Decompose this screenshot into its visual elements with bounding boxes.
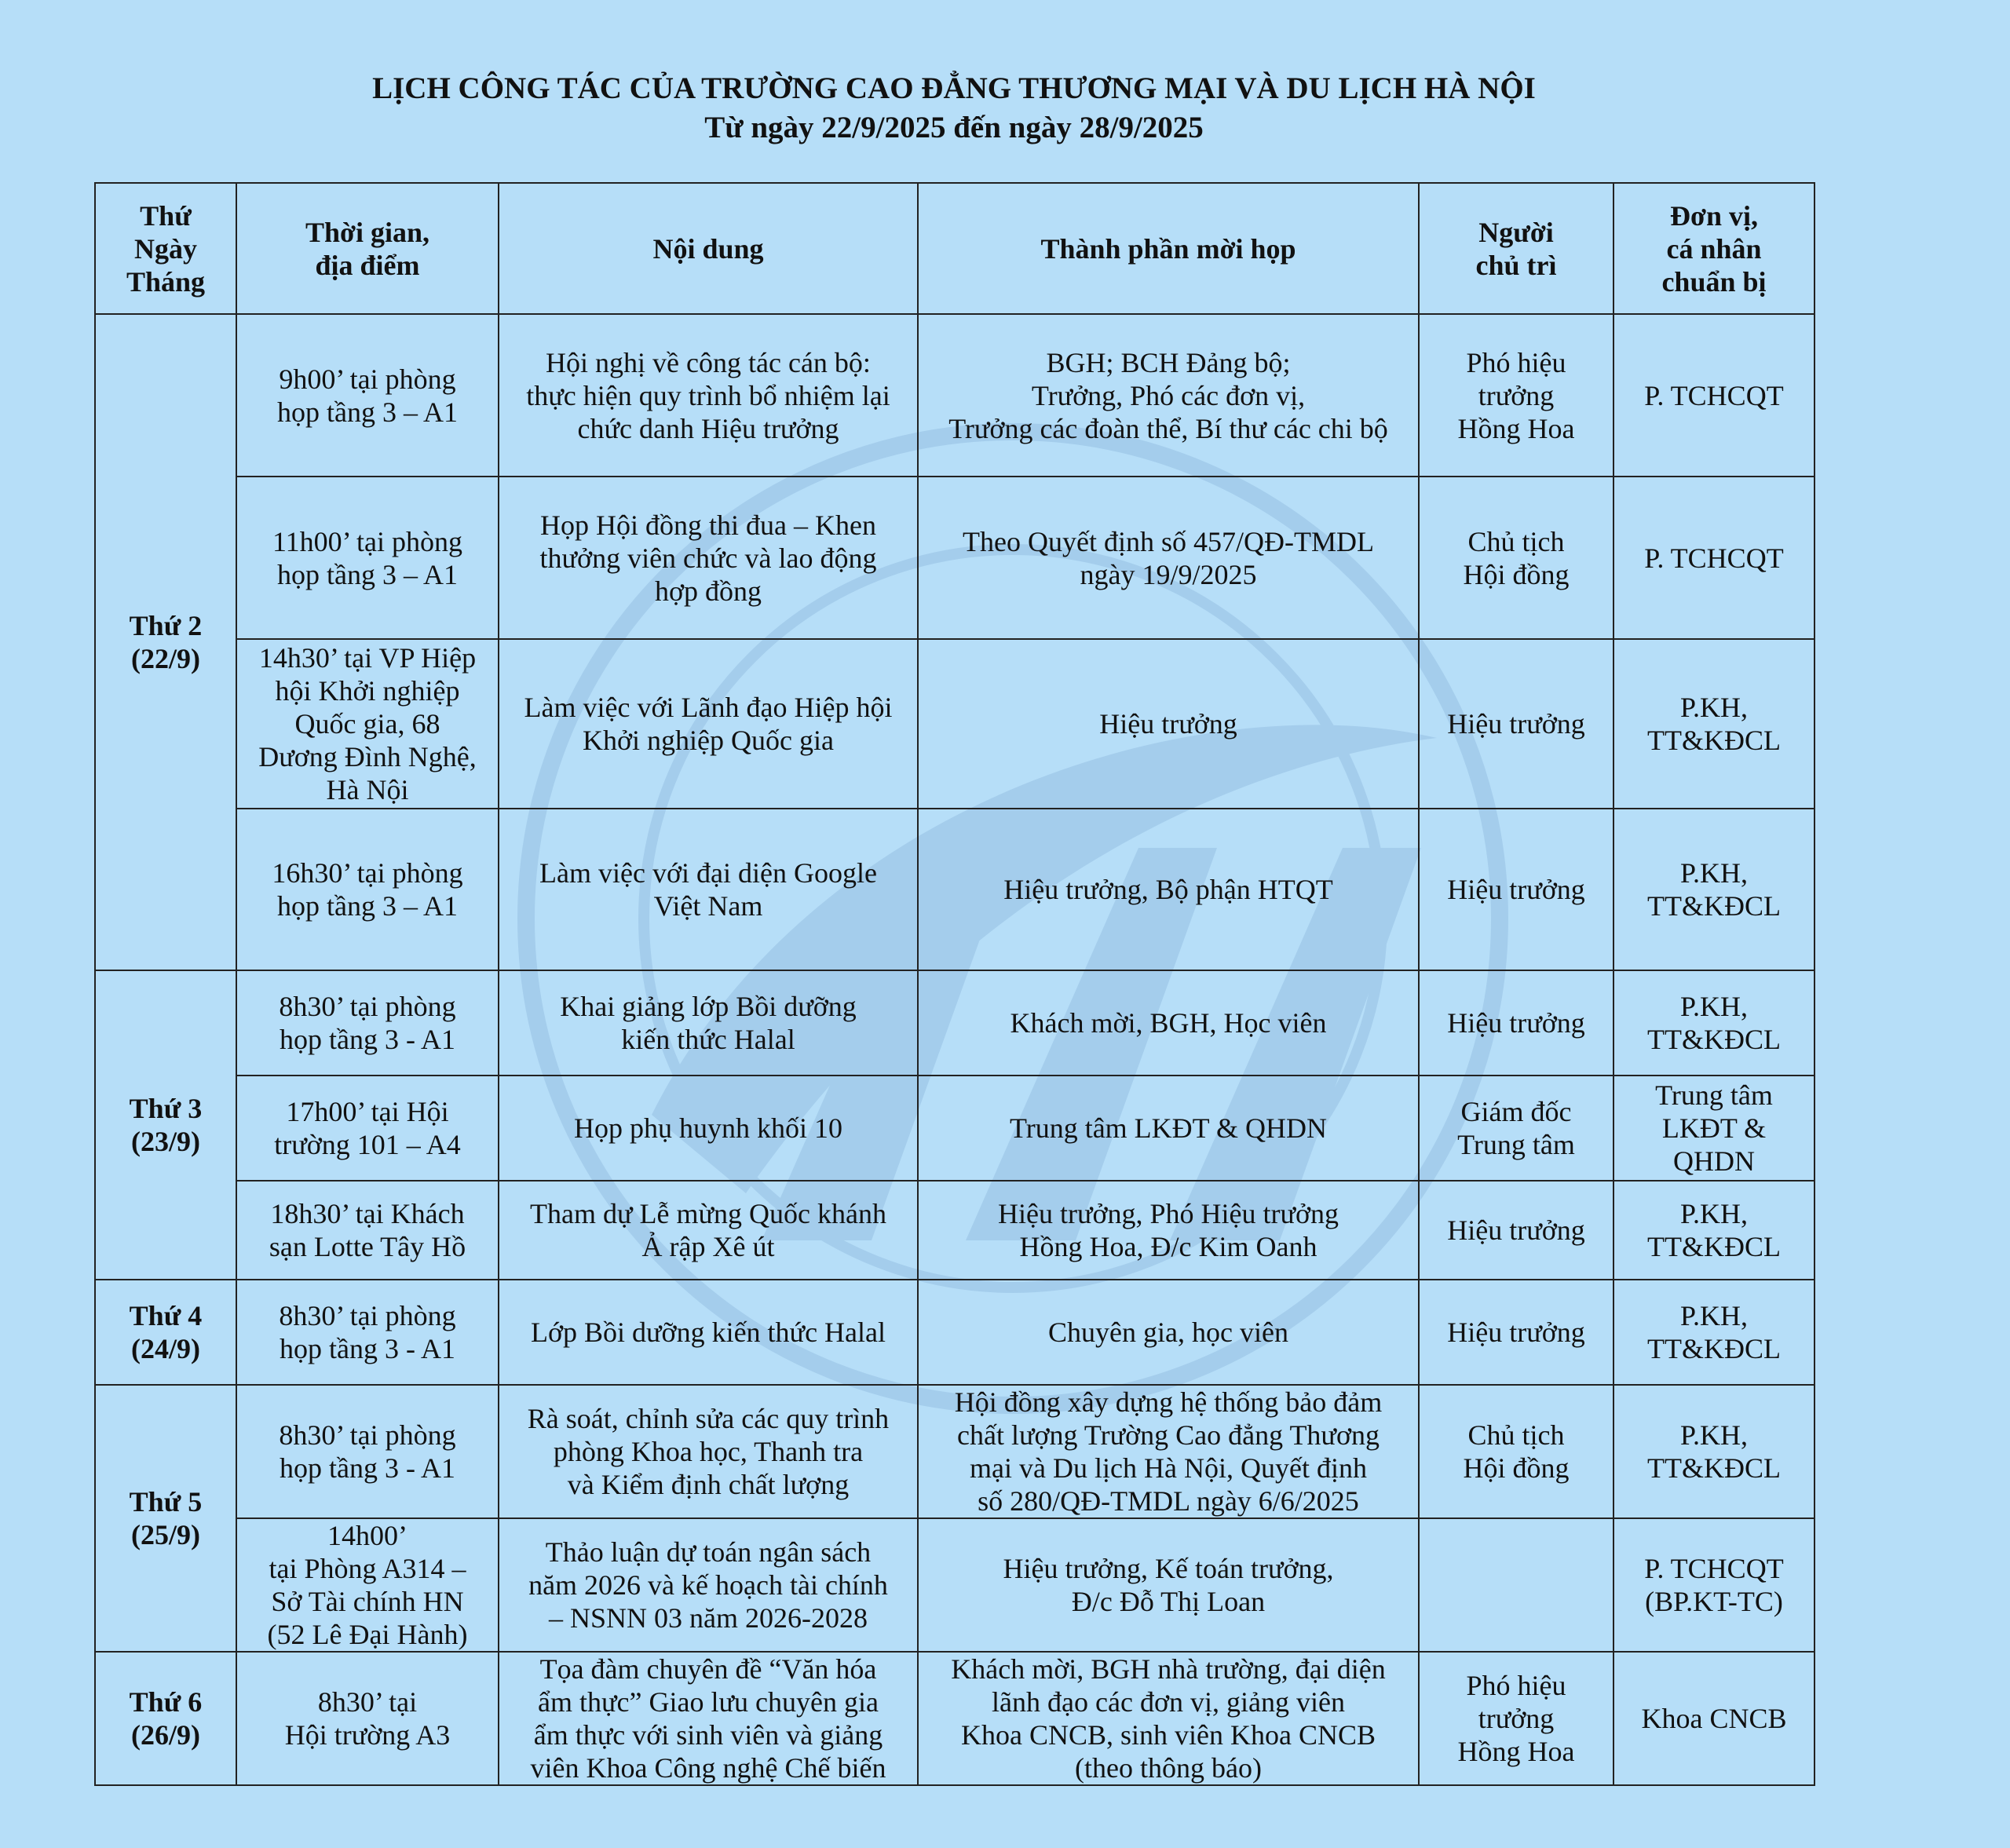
time-cell: 18h30’ tại Khách sạn Lotte Tây Hồ [236,1181,499,1280]
time-cell: 17h00’ tại Hội trường 101 – A4 [236,1076,499,1181]
prep-cell: P.KH, TT&KĐCL [1613,1280,1814,1385]
attendees-cell: Hiệu trưởng, Bộ phận HTQT [918,809,1419,970]
page-title: LỊCH CÔNG TÁC CỦA TRƯỜNG CAO ĐẲNG THƯƠNG MẠI VÀ DU LỊCH HÀ NỘI [372,71,1536,105]
chair-cell: Hiệu trưởng [1419,970,1613,1076]
chair-cell: Hiệu trưởng [1419,639,1613,809]
chair-cell: Phó hiệu trưởng Hồng Hoa [1419,314,1613,477]
table-row [95,1280,1814,1385]
table-row [95,1385,1814,1518]
attendees-cell: Khách mời, BGH, Học viên [918,970,1419,1076]
time-cell: 8h30’ tại phòng họp tầng 3 - A1 [236,1385,499,1518]
attendees-cell: Hiệu trưởng, Phó Hiệu trưởng Hồng Hoa, Đ/c Kim Oanh [918,1181,1419,1280]
content-cell: Khai giảng lớp Bồi dưỡng kiến thức Halal [499,970,918,1076]
day-cell-tue: Thứ 3 (23/9) [95,970,236,1280]
day-cell-mon: Thứ 2 (22/9) [95,314,236,970]
content-cell: Làm việc với đại diện Google Việt Nam [499,809,918,970]
table-row [95,1652,1814,1785]
attendees-cell: Chuyên gia, học viên [918,1280,1419,1385]
day-cell-thu: Thứ 5 (25/9) [95,1385,236,1652]
prep-cell: P.KH, TT&KĐCL [1613,639,1814,809]
prep-cell: P.KH, TT&KĐCL [1613,1181,1814,1280]
col-header-prep: Đơn vị, cá nhân chuẩn bị [1613,183,1814,314]
attendees-cell: Hiệu trưởng, Kế toán trưởng, Đ/c Đỗ Thị Loan [918,1518,1419,1652]
table-row [95,1076,1814,1181]
time-cell: 8h30’ tại phòng họp tầng 3 - A1 [236,1280,499,1385]
time-cell: 11h00’ tại phòng họp tầng 3 – A1 [236,477,499,639]
col-header-attendees: Thành phần mời họp [918,183,1419,314]
attendees-cell: Hiệu trưởng [918,639,1419,809]
chair-cell: Hiệu trưởng [1419,809,1613,970]
table-row [95,970,1814,1076]
day-cell-wed: Thứ 4 (24/9) [95,1280,236,1385]
prep-cell: P.KH, TT&KĐCL [1613,809,1814,970]
attendees-cell: Theo Quyết định số 457/QĐ-TMDL ngày 19/9/2025 [918,477,1419,639]
page-subtitle: Từ ngày 22/9/2025 đến ngày 28/9/2025 [704,111,1204,144]
content-cell: Tọa đàm chuyên đề “Văn hóa ẩm thực” Giao lưu chuyên gia ẩm thực với sinh viên và giảng viên Khoa Công nghệ Chế biến [499,1652,918,1785]
attendees-cell: Trung tâm LKĐT & QHDN [918,1076,1419,1181]
prep-cell: Khoa CNCB [1613,1652,1814,1785]
time-cell: 14h00’ tại Phòng A314 – Sở Tài chính HN (52 Lê Đại Hành) [236,1518,499,1652]
prep-cell: P. TCHCQT [1613,314,1814,477]
time-cell: 16h30’ tại phòng họp tầng 3 – A1 [236,809,499,970]
title-block [0,69,1908,148]
col-header-time: Thời gian, địa điểm [236,183,499,314]
schedule-table [94,182,1815,1786]
content-cell: Lớp Bồi dưỡng kiến thức Halal [499,1280,918,1385]
table-row [95,809,1814,970]
prep-cell: P.KH, TT&KĐCL [1613,1385,1814,1518]
chair-cell: Hiệu trưởng [1419,1181,1613,1280]
content-cell: Họp Hội đồng thi đua – Khen thưởng viên chức và lao động hợp đồng [499,477,918,639]
table-row [95,639,1814,809]
table-row [95,477,1814,639]
time-cell: 9h00’ tại phòng họp tầng 3 – A1 [236,314,499,477]
table-row [95,314,1814,477]
chair-cell: Chủ tịch Hội đồng [1419,477,1613,639]
content-cell: Làm việc với Lãnh đạo Hiệp hội Khởi nghiệp Quốc gia [499,639,918,809]
time-cell: 8h30’ tại Hội trường A3 [236,1652,499,1785]
col-header-day: Thứ Ngày Tháng [95,183,236,314]
header-row [95,183,1814,314]
chair-cell [1419,1518,1613,1652]
prep-cell: P.KH, TT&KĐCL [1613,970,1814,1076]
col-header-chair: Người chủ trì [1419,183,1613,314]
chair-cell: Giám đốc Trung tâm [1419,1076,1613,1181]
table-row [95,1518,1814,1652]
table-row [95,1181,1814,1280]
prep-cell: P. TCHCQT (BP.KT-TC) [1613,1518,1814,1652]
prep-cell: Trung tâm LKĐT & QHDN [1613,1076,1814,1181]
content-cell: Họp phụ huynh khối 10 [499,1076,918,1181]
time-cell: 8h30’ tại phòng họp tầng 3 - A1 [236,970,499,1076]
attendees-cell: Hội đồng xây dựng hệ thống bảo đảm chất lượng Trường Cao đẳng Thương mại và Du lịch Hà Nội, Quyết định số 280/QĐ-TMDL ngày 6/6/2025 [918,1385,1419,1518]
day-cell-fri: Thứ 6 (26/9) [95,1652,236,1785]
chair-cell: Chủ tịch Hội đồng [1419,1385,1613,1518]
content-cell: Thảo luận dự toán ngân sách năm 2026 và kế hoạch tài chính – NSNN 03 năm 2026-2028 [499,1518,918,1652]
attendees-cell: Khách mời, BGH nhà trường, đại diện lãnh đạo các đơn vị, giảng viên Khoa CNCB, sinh viên Khoa CNCB (theo thông báo) [918,1652,1419,1785]
content-cell: Hội nghị về công tác cán bộ: thực hiện quy trình bổ nhiệm lại chức danh Hiệu trưởng [499,314,918,477]
prep-cell: P. TCHCQT [1613,477,1814,639]
content-cell: Tham dự Lễ mừng Quốc khánh Ả rập Xê út [499,1181,918,1280]
chair-cell: Hiệu trưởng [1419,1280,1613,1385]
chair-cell: Phó hiệu trưởng Hồng Hoa [1419,1652,1613,1785]
attendees-cell: BGH; BCH Đảng bộ; Trưởng, Phó các đơn vị, Trưởng các đoàn thể, Bí thư các chi bộ [918,314,1419,477]
col-header-content: Nội dung [499,183,918,314]
content-cell: Rà soát, chỉnh sửa các quy trình phòng Khoa học, Thanh tra và Kiểm định chất lượng [499,1385,918,1518]
time-cell: 14h30’ tại VP Hiệp hội Khởi nghiệp Quốc gia, 68 Dương Đình Nghệ, Hà Nội [236,639,499,809]
